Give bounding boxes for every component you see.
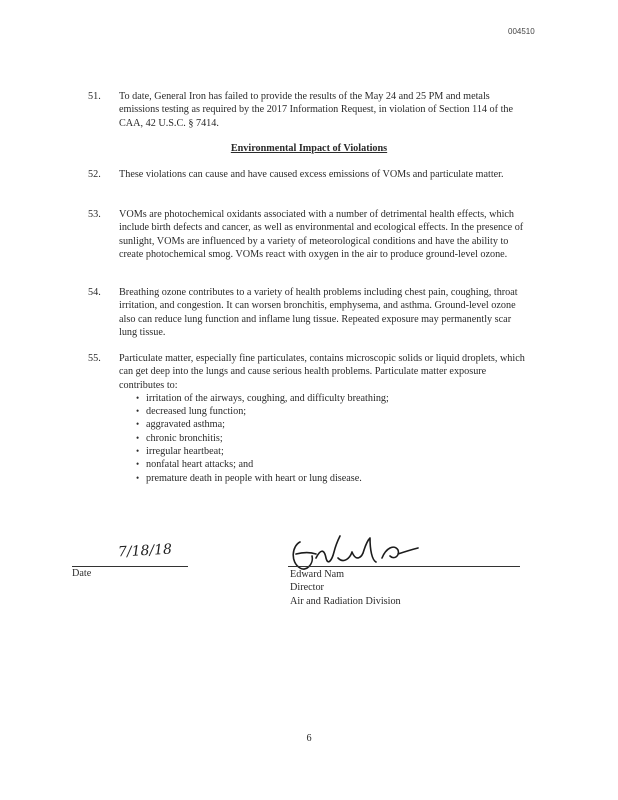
paragraph-number: 51. xyxy=(88,91,101,102)
paragraph-55 xyxy=(88,352,528,485)
list-item: • irritation of the airways, coughing, and difficulty breathing; xyxy=(136,392,389,404)
paragraph-53 xyxy=(88,208,528,261)
paragraph-52 xyxy=(88,168,528,181)
signer-name: Edward Nam xyxy=(290,569,345,580)
bullet-icon: • xyxy=(136,472,140,483)
health-effects-list xyxy=(136,392,528,485)
list-item: • nonfatal heart attacks; and xyxy=(136,459,254,471)
bullet-icon: • xyxy=(136,392,140,403)
handwritten-date: 7/18/18 xyxy=(117,541,173,561)
paragraph-text: Particulate matter, especially fine particulates, contains microscopic solids or liquid droplets, which can get deep into the lungs and cause serious health problems. Particulate matter exposure contributes to: xyxy=(119,353,525,391)
list-item: • aggravated asthma; xyxy=(136,419,225,431)
list-item: • irregular heartbeat; xyxy=(136,446,224,458)
bullet-icon: • xyxy=(136,446,140,457)
paragraph-54 xyxy=(88,286,528,339)
bullet-icon: • xyxy=(136,406,140,417)
paragraph-text: These violations can cause and have caused excess emissions of VOMs and particulate matter. xyxy=(119,169,504,180)
page-number: 6 xyxy=(306,733,312,744)
list-item: • chronic bronchitis; xyxy=(136,432,223,444)
list-item: • premature death in people with heart or lung disease. xyxy=(136,472,362,484)
section-heading: Environmental Impact of Violations xyxy=(230,143,388,154)
bullet-icon: • xyxy=(136,419,140,430)
paragraph-number: 52. xyxy=(88,169,101,180)
paragraph-number: 54. xyxy=(88,287,101,298)
paragraph-text: Breathing ozone contributes to a variety of health problems including chest pain, coughing, throat irritation, and congestion. It can worsen bronchitis, emphysema, and asthma. Ground-level ozone also can reduce lung function and inflame lung tissue. Repeated exposure may permanently scar lung tissue. xyxy=(119,287,518,338)
document-id: 004510 xyxy=(508,27,535,36)
list-item: • decreased lung function; xyxy=(136,406,247,418)
paragraph-51 xyxy=(88,90,528,130)
bullet-icon: • xyxy=(136,459,140,470)
signer-block xyxy=(290,568,401,608)
date-signature-line xyxy=(72,566,188,567)
paragraph-number: 53. xyxy=(88,209,101,220)
signer-title: Director xyxy=(290,582,324,594)
date-label: Date xyxy=(72,568,92,579)
signer-signature-line xyxy=(288,566,520,567)
paragraph-text: To date, General Iron has failed to provide the results of the May 24 and 25 PM and metals emissions testing as required by the 2017 Information Request, in violation of Section 114 of the CAA, 42 U.S.C. § 7414. xyxy=(119,91,514,129)
paragraph-text: VOMs are photochemical oxidants associated with a number of detrimental health effects, which include birth defects and cancer, as well as environmental and ecological effects. In the presence of sunlight, VOMs are influenced by a variety of meteorological conditions and have the ability to create photochemical smog. VOMs react with oxygen in the air to produce ground-level ozone. xyxy=(119,209,524,260)
bullet-icon: • xyxy=(136,432,140,443)
signer-division: Air and Radiation Division xyxy=(290,595,401,607)
paragraph-number: 55. xyxy=(88,353,101,364)
